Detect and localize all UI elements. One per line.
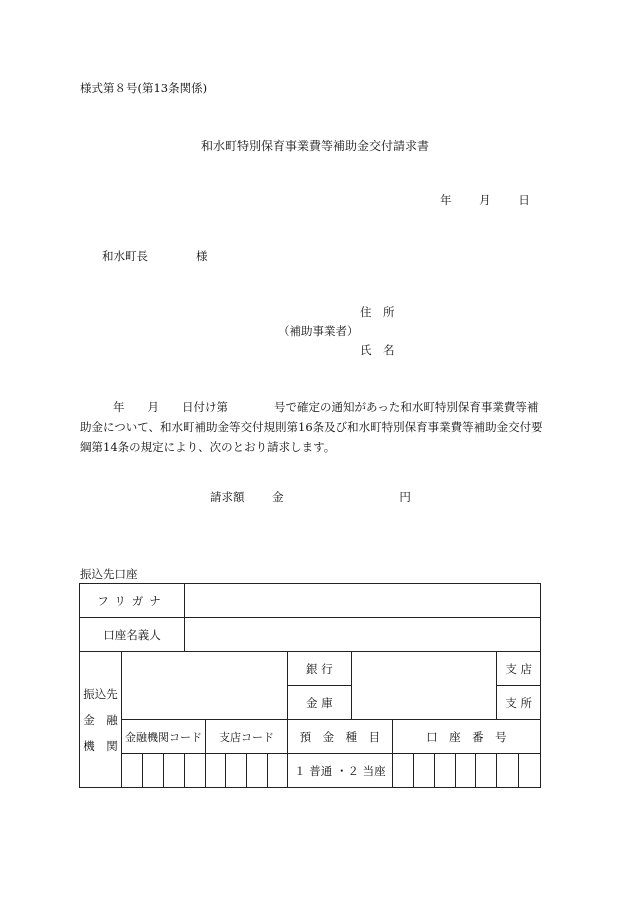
bank-section-label — [80, 652, 122, 788]
address-label: 住 所 — [360, 305, 395, 319]
branch-name-field[interactable] — [351, 652, 497, 720]
account-holder-label: 口座名義人 — [80, 618, 185, 652]
body-line-3: 綱第14条の規定により、次のとおり請求します。 — [80, 440, 336, 454]
amount-yen: 円 — [399, 490, 411, 504]
date-line — [440, 192, 530, 208]
account-number-digit[interactable] — [476, 754, 497, 788]
bank-name-row — [80, 652, 541, 686]
account-number-digit[interactable] — [455, 754, 476, 788]
furigana-field[interactable] — [185, 584, 541, 618]
bank-name-field[interactable] — [122, 652, 288, 720]
account-number-digit[interactable] — [518, 754, 540, 788]
bank-label: 銀 行 — [288, 652, 352, 686]
bank-code-digit[interactable] — [164, 754, 185, 788]
code-header-row — [80, 720, 541, 754]
bank-account-table — [79, 583, 541, 788]
deposit-type-label: 預 金 種 目 — [288, 720, 393, 754]
body-line-2: 助金について、和水町補助金等交付規則第16条及び和水町特別保育事業費等補助金交付要 — [80, 420, 543, 434]
branch-code-label: 支店コード — [206, 720, 288, 754]
account-number-digit[interactable] — [392, 754, 413, 788]
code-input-row — [80, 754, 541, 788]
account-holder-field[interactable] — [185, 618, 541, 652]
account-number-digit[interactable] — [413, 754, 434, 788]
furigana-label: フリガナ — [80, 584, 185, 618]
body-line-1: 年 月 日付け第 号で確定の通知があった和水町特別保育事業費等補 — [113, 400, 539, 414]
amount-kin: 金 — [272, 490, 284, 504]
account-number-label: 口 座 番 号 — [392, 720, 540, 754]
bank-code-digit[interactable] — [185, 754, 206, 788]
addressee-name: 和水町長 — [102, 249, 148, 263]
bank-section-label-1: 振込先 — [83, 686, 118, 701]
office-label: 支 所 — [497, 686, 541, 720]
amount-line — [210, 489, 411, 505]
account-number-digit[interactable] — [497, 754, 518, 788]
bank-section-label-2: 金 融 — [83, 712, 118, 727]
branch-label: 支 店 — [497, 652, 541, 686]
account-heading: 振込先口座 — [80, 567, 138, 581]
amount-label: 請求額 — [210, 490, 245, 504]
body-text — [80, 397, 550, 457]
vault-label: 金 庫 — [288, 686, 352, 720]
bank-code-digit[interactable] — [122, 754, 143, 788]
applicant-role-label: （補助事業者） — [278, 324, 359, 338]
name-label: 氏 名 — [360, 343, 395, 357]
date-year: 年 — [440, 193, 452, 207]
account-number-digit[interactable] — [434, 754, 455, 788]
branch-code-digit[interactable] — [226, 754, 247, 788]
bank-code-digit[interactable] — [143, 754, 164, 788]
bank-code-label: 金融機関コード — [122, 720, 206, 754]
branch-code-digit[interactable] — [268, 754, 288, 788]
form-number: 様式第８号(第13条関係) — [80, 81, 208, 95]
branch-code-digit[interactable] — [206, 754, 226, 788]
furigana-row — [80, 584, 541, 618]
branch-code-digit[interactable] — [247, 754, 268, 788]
account-holder-row — [80, 618, 541, 652]
addressee — [102, 248, 208, 264]
date-day: 日 — [518, 193, 530, 207]
document-title: 和水町特別保育事業費等補助金交付請求書 — [200, 139, 429, 153]
deposit-type-options[interactable]: １ 普通 ・２ 当座 — [288, 754, 393, 788]
addressee-honorific: 様 — [196, 249, 208, 263]
date-month: 月 — [479, 193, 491, 207]
bank-section-label-3: 機 関 — [83, 738, 118, 753]
